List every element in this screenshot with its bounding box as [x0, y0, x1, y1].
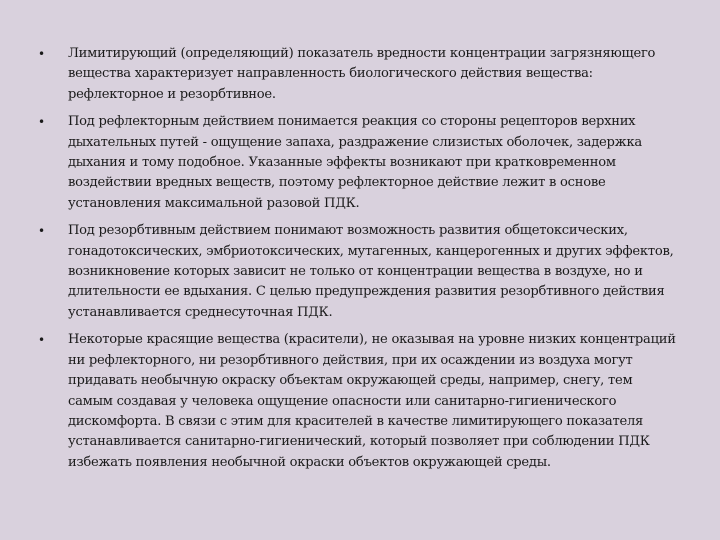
bullet-marker: • — [38, 115, 45, 130]
bullet-text-2: Под рефлекторным действием понимается реакция со стороны рецепторов верхних дыхательных путей - ощущение запаха, раздражение слизистых оболочек, задержка дыхания и тому подобное. Указанные эффекты возникают при кратковременном воздействии вредных веществ, поэтому рефлекторное действие лежит в основе установления максимальной разовой ПДК. — [68, 114, 642, 211]
bullet-item-4 — [36, 330, 680, 473]
bullet-text-1: Лимитирующий (определяющий) показатель вредности концентрации загрязняющего вещества характеризует направленность биологического действия вещества: рефлекторное и резорбтивное. — [68, 46, 656, 102]
bullet-text-3: Под резорбтивным действием понимают возможность развития общетоксических, гонадотоксических, эмбриотоксических, мутагенных, канцерогенных и других эффектов, возникновение которых зависит не только от концентрации вещества в воздухе, но и длительности ее вдыхания. С целью предупреждения развития резорбтивного действия устанавливается среднесуточная ПДК. — [68, 223, 674, 320]
bullet-item-1 — [36, 44, 680, 105]
bullet-text-4: Некоторые красящие вещества (красители), не оказывая на уровне низких концентраций ни рефлекторного, ни резорбтивного действия, при их осаждении из воздуха могут придавать необычную окраску объектам окружающей среды, например, снегу, тем самым создавая у человека ощущение опасности или санитарно-гигиенического дискомфорта. В связи с этим для красителей в качестве лимитирующего показателя устанавливается санитарно-гигиенический, который позволяет при соблюдении ПДК избежать появления необычной окраски объектов окружающей среды. — [68, 332, 676, 470]
bullet-marker: • — [38, 47, 45, 61]
bullet-list — [36, 44, 680, 473]
bullet-marker: • — [38, 333, 45, 348]
bullet-marker: • — [38, 224, 45, 239]
bullet-item-3 — [36, 221, 680, 323]
bullet-item-2 — [36, 112, 680, 214]
